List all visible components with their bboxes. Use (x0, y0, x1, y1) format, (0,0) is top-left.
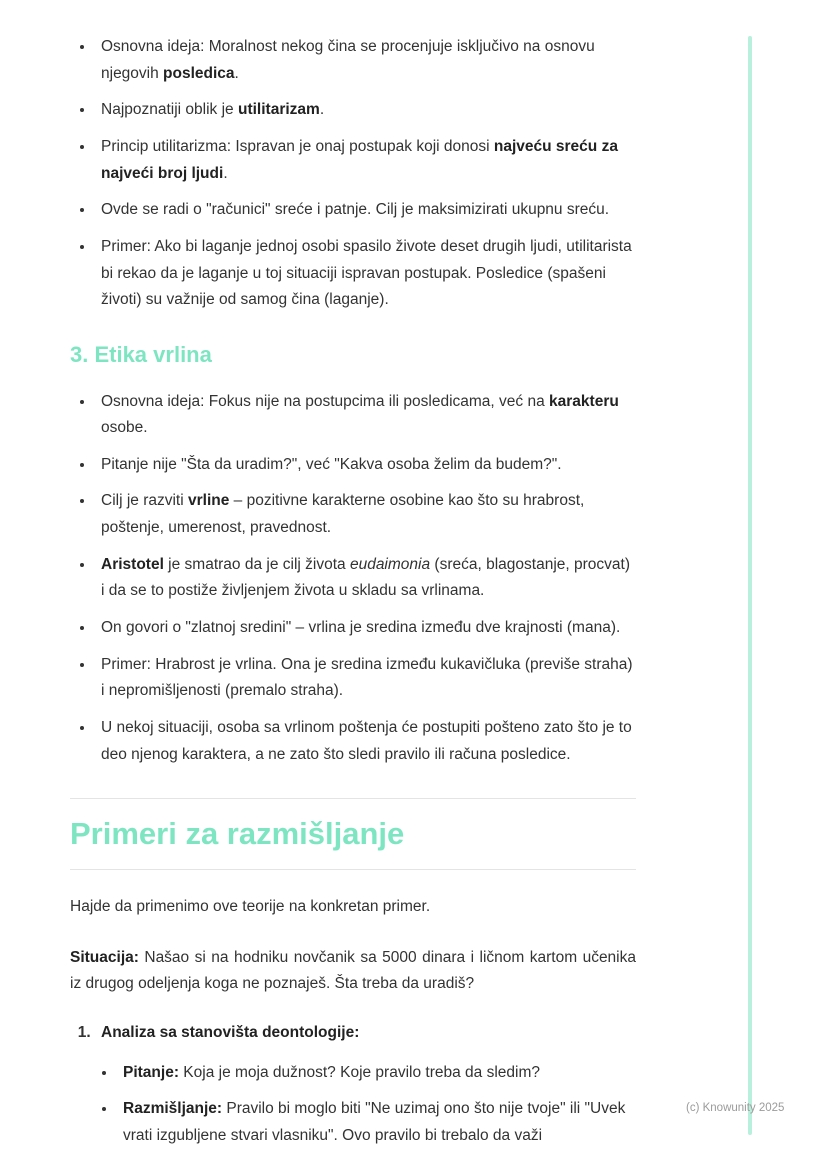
accent-bar (748, 36, 752, 1135)
bold-text: Aristotel (101, 555, 164, 573)
bold-text: Analiza sa stanovišta deontologije: (101, 1024, 360, 1042)
consequentialism-list (70, 34, 636, 314)
list-item: • Primer: Hrabrost je vrlina. Ona je sredina između kukavičluka (previše straha) i nepromišljenosti (premalo straha). (95, 652, 636, 705)
list-item: • Osnovna ideja: Fokus nije na postupcima ili posledicama, već na karakteru osobe. (95, 389, 636, 442)
bold-text: karakteru (549, 392, 619, 410)
list-item: • Princip utilitarizma: Ispravan je onaj postupak koji donosi najveću sreću za najveći broj ljudi. (95, 134, 636, 187)
bold-text: Situacija: (70, 948, 139, 966)
bold-text: vrline (187, 492, 230, 510)
intro-paragraph: Hajde da primenimo ove teorije na konkretan primer. (70, 898, 431, 916)
list-item: • Osnovna ideja: Moralnost nekog čina se procenjuje isključivo na osnovu njegovih posledica. (95, 34, 636, 87)
situation-paragraph: Situacija: Našao si na hodniku novčanik sa 5000 dinara i ličnom kartom učenika iz drugog odeljenja koga ne poznaješ. Šta treba da uradiš? (70, 948, 636, 993)
section-divider (70, 798, 636, 799)
analysis-list (70, 1020, 636, 1150)
bold-text: posledica (163, 64, 235, 82)
list-item: • On govori o "zlatnoj sredini" – vrlina je sredina između dve krajnosti (mana). (95, 615, 636, 642)
deontology-sublist (101, 1060, 636, 1150)
heading-primeri-za-razmisljanje: Primeri za razmišljanje (70, 815, 636, 870)
list-item (95, 1020, 636, 1150)
list-item: • U nekoj situaciji, osoba sa vrlinom poštenja će postupiti pošteno zato što je to deo njenog karaktera, a ne zato što sledi pravilo ili računa posledice. (95, 715, 636, 768)
list-item: • Pitanje nije "Šta da uradim?", već "Kakva osoba želim da budem?". (95, 452, 636, 479)
bold-text: najveću sreću za najveći broj ljudi (101, 137, 618, 182)
list-item: • Aristotel je smatrao da je cilj života eudaimonia (sreća, blagostanje, procvat) i da se to postiže življenjem života u skladu sa vrlinama. (95, 552, 636, 605)
list-item: • Najpoznatiji oblik je utilitarizam. (95, 97, 636, 124)
list-item: • Pitanje: Koja je moja dužnost? Koje pravilo treba da sledim? (117, 1060, 636, 1087)
copyright-footer: (c) Knowunity 2025 (686, 1102, 785, 1114)
italic-text: eudaimonia (349, 555, 431, 573)
list-item: • Cilj je razviti vrline – pozitivne karakterne osobine kao što su hrabrost, poštenje, umerenost, pravednost. (95, 488, 636, 541)
bold-text: utilitarizam (238, 101, 320, 119)
bold-text: Pitanje: (123, 1063, 179, 1081)
bold-text: Razmišljanje: (123, 1100, 223, 1118)
list-item: • Primer: Ako bi laganje jednoj osobi spasilo živote deset drugih ljudi, utilitarista bi rekao da je laganje u toj situaciji ispravan postupak. Posledice (spašeni životi) su važnije od samog čina (laganje). (95, 234, 636, 314)
virtue-ethics-list (70, 389, 636, 769)
document-content (70, 28, 636, 1160)
list-item: • Ovde se radi o "računici" sreće i patnje. Cilj je maksimizirati ukupnu sreću. (95, 197, 636, 224)
heading-etika-vrlina: 3. Etika vrlina (70, 341, 212, 367)
list-item: • Razmišljanje: Pravilo bi moglo biti "Ne uzimaj ono što nije tvoje" ili "Uvek vrati izgubljene stvari vlasniku". Ovo pravilo bi trebalo da važi (117, 1096, 636, 1149)
